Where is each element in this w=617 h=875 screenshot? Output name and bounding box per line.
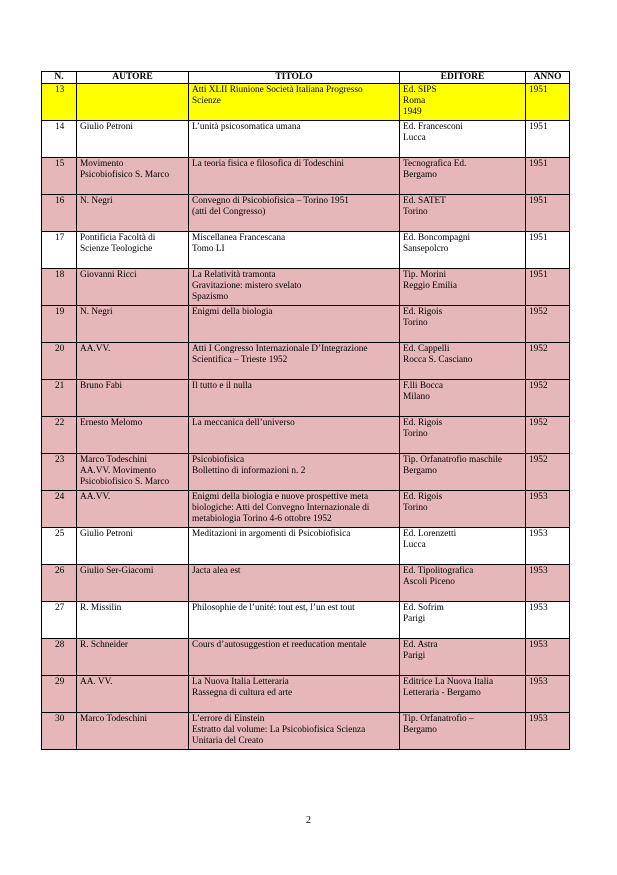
publisher-line: Editrice La Nuova Italia [403, 677, 494, 687]
title-cell [189, 343, 400, 380]
author-cell [77, 84, 189, 121]
year-cell: 1951 [526, 121, 570, 158]
author-cell [77, 528, 189, 565]
title-line: biologiche: Atti del Convegno Internazionale di [192, 503, 370, 513]
title-cell [189, 602, 400, 639]
table-row [42, 84, 570, 121]
author-line: Giulio Petroni [80, 529, 133, 539]
publisher-line: Ed. Rigois [403, 418, 443, 428]
publisher-line: Tip. Orfanatrofio maschile [403, 455, 503, 465]
publisher-line: Ed. Tipolitografica [403, 566, 474, 576]
author-line: Movimento [80, 159, 124, 169]
row-number: 21 [42, 380, 77, 417]
author-cell [77, 417, 189, 454]
publisher-cell [400, 454, 526, 491]
table-row [42, 676, 570, 713]
row-number: 28 [42, 639, 77, 676]
year-cell: 1951 [526, 269, 570, 306]
year-cell: 1952 [526, 343, 570, 380]
publisher-line: Torino [403, 318, 428, 328]
year-cell: 1953 [526, 528, 570, 565]
year-cell: 1953 [526, 565, 570, 602]
year-cell: 1952 [526, 380, 570, 417]
author-cell [77, 565, 189, 602]
header-title: TITOLO [189, 72, 400, 84]
title-cell [189, 195, 400, 232]
publisher-line: Ed. Cappelli [403, 344, 450, 354]
publisher-line: Ed. Astra [403, 640, 438, 650]
publisher-line: Ed. Lorenzetti [403, 529, 457, 539]
table-row [42, 232, 570, 269]
row-number: 23 [42, 454, 77, 491]
publisher-line: Torino [403, 503, 428, 513]
publisher-line: Bergamo [403, 170, 437, 180]
row-number: 29 [42, 676, 77, 713]
row-number: 24 [42, 491, 77, 528]
publisher-line: Lucca [403, 133, 426, 143]
publisher-cell [400, 84, 526, 121]
row-number: 30 [42, 713, 77, 750]
publisher-cell [400, 676, 526, 713]
title-line: Scientifica – Trieste 1952 [192, 355, 288, 365]
title-cell [189, 639, 400, 676]
publisher-cell [400, 602, 526, 639]
publisher-line: Ed. SATET [403, 196, 446, 206]
author-cell [77, 158, 189, 195]
title-cell [189, 528, 400, 565]
title-line: metabiologia Torino 4-6 ottobre 1952 [192, 514, 332, 524]
table-row [42, 158, 570, 195]
publisher-line: Milano [403, 392, 430, 402]
table-row [42, 417, 570, 454]
author-line: AA.VV. Movimento [80, 466, 157, 476]
author-line: AA. VV. [80, 677, 113, 687]
publisher-line: Ed. Rigois [403, 492, 443, 502]
author-line: Psicobiofisico S. Marco [80, 170, 170, 180]
author-line: Marco Todeschini [80, 455, 148, 465]
author-line: Giulio Petroni [80, 122, 133, 132]
publisher-line: Reggio Emilia [403, 281, 457, 291]
title-line: Spazismo [192, 292, 229, 302]
table-row [42, 306, 570, 343]
title-line: Estratto dal volume: La Psicobiofisica Scienza [192, 725, 366, 735]
author-line: Bruno Fabi [80, 381, 123, 391]
publisher-line: Ed. Boncompagni [403, 233, 471, 243]
author-line: Marco Todeschini [80, 714, 148, 724]
table-row [42, 639, 570, 676]
title-line: (atti del Congresso) [192, 207, 266, 217]
author-line: R. Schneider [80, 640, 129, 650]
publisher-line: Roma [403, 96, 426, 106]
year-cell: 1951 [526, 232, 570, 269]
publisher-cell [400, 380, 526, 417]
publisher-line: Rocca S. Casciano [403, 355, 473, 365]
header-publisher: EDITORE [400, 72, 526, 84]
row-number: 15 [42, 158, 77, 195]
author-cell [77, 380, 189, 417]
title-line: Enigmi della biologia e nuove prospettive meta [192, 492, 369, 502]
title-line: Il tutto e il nulla [192, 381, 252, 391]
publisher-line: Torino [403, 207, 428, 217]
publisher-line: Tecnografica Ed. [403, 159, 467, 169]
publisher-line: Bergamo [403, 725, 437, 735]
year-cell: 1951 [526, 158, 570, 195]
publisher-line: Ed. Sofrim [403, 603, 444, 613]
title-line: Rassegna di cultura ed arte [192, 688, 293, 698]
publisher-line: Sansepolcro [403, 244, 449, 254]
publisher-line: Parigi [403, 614, 426, 624]
publisher-line: Tip. Morini [403, 270, 447, 280]
row-number: 22 [42, 417, 77, 454]
author-cell [77, 121, 189, 158]
title-line: Jacta alea est [192, 566, 241, 576]
title-cell [189, 713, 400, 750]
publisher-line: Tip. Orfanatrofio – [403, 714, 474, 724]
row-number: 18 [42, 269, 77, 306]
publisher-cell [400, 491, 526, 528]
author-cell [77, 269, 189, 306]
title-line: Scienze [192, 96, 221, 106]
author-cell [77, 602, 189, 639]
publisher-cell [400, 713, 526, 750]
catalog-body [42, 84, 570, 750]
year-cell: 1952 [526, 454, 570, 491]
row-number: 16 [42, 195, 77, 232]
title-line: Meditazioni in argomenti di Psicobiofisica [192, 529, 351, 539]
title-line: Cours d’autosuggestion et reeducation mentale [192, 640, 367, 650]
publisher-cell [400, 158, 526, 195]
title-line: La Relatività tramonta [192, 270, 276, 280]
title-cell [189, 306, 400, 343]
title-cell [189, 84, 400, 121]
title-line: Bollettino di informazioni n. 2 [192, 466, 306, 476]
table-row [42, 269, 570, 306]
table-row [42, 121, 570, 158]
author-line: Giulio Ser-Giacomi [80, 566, 154, 576]
author-line: Giovanni Ricci [80, 270, 137, 280]
publisher-line: Ascoli Piceno [403, 577, 455, 587]
author-line: N. Negri [80, 196, 113, 206]
title-line: Psicobiofisica [192, 455, 245, 465]
publisher-cell [400, 121, 526, 158]
publisher-cell [400, 565, 526, 602]
row-number: 13 [42, 84, 77, 121]
publisher-line: 1949 [403, 107, 422, 117]
table-row [42, 491, 570, 528]
header-year: ANNO [526, 72, 570, 84]
publisher-line: F.lli Bocca [403, 381, 444, 391]
title-line: Atti I Congresso Internazionale D’Integrazione [192, 344, 368, 354]
row-number: 19 [42, 306, 77, 343]
publisher-line: Torino [403, 429, 428, 439]
table-row [42, 528, 570, 565]
table-row [42, 343, 570, 380]
title-line: Philosophie de l’unité: tout est, l’un est tout [192, 603, 355, 613]
author-line: AA.VV. [80, 492, 111, 502]
author-cell [77, 639, 189, 676]
author-cell [77, 195, 189, 232]
row-number: 17 [42, 232, 77, 269]
title-line: Miscellanea Francescana [192, 233, 286, 243]
year-cell: 1952 [526, 417, 570, 454]
table-row [42, 713, 570, 750]
publisher-line: Bergamo [403, 466, 437, 476]
row-number: 27 [42, 602, 77, 639]
author-cell [77, 343, 189, 380]
year-cell: 1953 [526, 713, 570, 750]
year-cell: 1953 [526, 639, 570, 676]
row-number: 25 [42, 528, 77, 565]
title-line: L’errore di Einstein [192, 714, 265, 724]
title-line: L’unità psicosomatica umana [192, 122, 301, 132]
table-row [42, 602, 570, 639]
author-line: Ernesto Melomo [80, 418, 143, 428]
row-number: 26 [42, 565, 77, 602]
publisher-cell [400, 639, 526, 676]
publisher-line: Ed. SIPS [403, 85, 437, 95]
title-cell [189, 121, 400, 158]
table-row [42, 195, 570, 232]
author-cell [77, 232, 189, 269]
title-cell [189, 565, 400, 602]
table-row [42, 454, 570, 491]
publisher-cell [400, 306, 526, 343]
header-row [42, 72, 570, 84]
title-line: La Nuova Italia Letteraria [192, 677, 289, 687]
table-row [42, 565, 570, 602]
title-line: La meccanica dell’universo [192, 418, 295, 428]
publisher-line: Lucca [403, 540, 426, 550]
publisher-cell [400, 232, 526, 269]
author-cell [77, 454, 189, 491]
header-num: N. [42, 72, 77, 84]
row-number: 20 [42, 343, 77, 380]
header-author: AUTORE [77, 72, 189, 84]
publisher-cell [400, 269, 526, 306]
author-line: N. Negri [80, 307, 113, 317]
publisher-cell [400, 417, 526, 454]
author-cell [77, 676, 189, 713]
row-number: 14 [42, 121, 77, 158]
title-line: Enigmi della biologia [192, 307, 273, 317]
catalog-table [41, 71, 570, 750]
year-cell: 1951 [526, 195, 570, 232]
publisher-cell [400, 343, 526, 380]
title-cell [189, 269, 400, 306]
author-cell [77, 306, 189, 343]
author-line: AA.VV. [80, 344, 111, 354]
title-line: Tomo LI [192, 244, 225, 254]
year-cell: 1953 [526, 491, 570, 528]
year-cell: 1953 [526, 676, 570, 713]
author-cell [77, 491, 189, 528]
publisher-line: Parigi [403, 651, 426, 661]
title-line: Atti XLII Riunione Società Italiana Progresso [192, 85, 363, 95]
title-line: Unitaria del Creato [192, 736, 264, 746]
publisher-line: Letteraria - Bergamo [403, 688, 481, 698]
author-line: R. Missilin [80, 603, 122, 613]
title-cell [189, 676, 400, 713]
year-cell: 1951 [526, 84, 570, 121]
title-cell [189, 158, 400, 195]
publisher-line: Ed. Francesconi [403, 122, 463, 132]
title-line: Gravitazione: mistero svelato [192, 281, 302, 291]
author-line: Scienze Teologiche [80, 244, 153, 254]
publisher-line: Ed. Rigois [403, 307, 443, 317]
author-line: Pontificia Facoltà di [80, 233, 156, 243]
year-cell: 1953 [526, 602, 570, 639]
title-cell [189, 380, 400, 417]
author-cell [77, 713, 189, 750]
title-cell [189, 232, 400, 269]
year-cell: 1952 [526, 306, 570, 343]
title-line: Convegno di Psicobiofisica – Torino 1951 [192, 196, 349, 206]
author-line: Psicobiofisico S. Marco [80, 477, 170, 487]
publisher-cell [400, 528, 526, 565]
title-cell [189, 491, 400, 528]
table-row [42, 380, 570, 417]
publisher-cell [400, 195, 526, 232]
title-cell [189, 417, 400, 454]
page-number: 2 [306, 815, 311, 826]
title-cell [189, 454, 400, 491]
title-line: La teoria fisica e filosofica di Todeschini [192, 159, 345, 169]
